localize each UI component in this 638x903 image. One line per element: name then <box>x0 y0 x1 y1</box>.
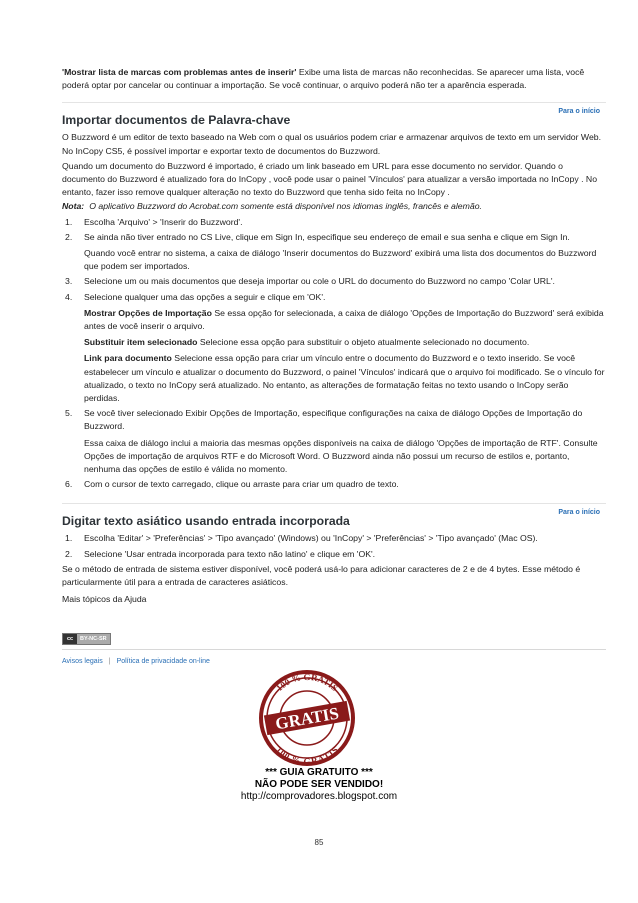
stamp-top-text: 100 % GRATIS <box>274 671 340 694</box>
more-topics-label: Mais tópicos da Ajuda <box>62 594 147 605</box>
step-text: Selecione um ou mais documentos que deseja importar ou cole o URL do documento do Buzzword no campo 'Colar URL'. <box>84 276 555 287</box>
option-name: Substituir item selecionado <box>84 337 198 348</box>
step-text: Escolha 'Arquivo' > 'Inserir do Buzzword'. <box>84 216 243 227</box>
step-number: 6. <box>65 479 73 490</box>
footer-separator: | <box>108 657 111 665</box>
gratis-stamp-icon <box>251 666 363 766</box>
option-name: Mostrar Opções de Importação <box>84 307 212 318</box>
section-title: Importar documentos de Palavra-chave <box>62 113 291 128</box>
section-title: Digitar texto asiático usando entrada incorporada <box>62 514 350 529</box>
option-text: Se essa opção for selecionada, a caixa de diálogo 'Opções de Importação do Buzzword' será exibida antes de você inserir o arquivo. <box>84 307 604 332</box>
option-item <box>84 307 606 333</box>
back-to-top-link[interactable]: Para o início <box>558 509 600 517</box>
section-header <box>62 504 606 530</box>
list-item <box>62 275 606 288</box>
list-item <box>62 231 606 274</box>
step-text: Se ainda não tiver entrado no CS Live, clique em Sign In, especifique seu endereço de email e sua senha e clique em Sign In. <box>84 231 570 242</box>
step-number: 1. <box>65 216 73 227</box>
step-number: 2. <box>65 548 73 559</box>
legal-notices-link[interactable]: Avisos legais <box>62 657 103 665</box>
paragraph: Quando um documento do Buzzword é importado, é criado um link baseado em URL para esse documento no servidor. Quando o documento do Buzzword é atualizado fora do InCopy , você pode usar o painel 'Vínculos' para atualizar a versão importada no InCopy . No entanto, fazer isso remove qualquer alteração no texto do Buzzword que tenha sido feita no InCopy . <box>62 160 598 198</box>
step-number: 2. <box>65 231 73 242</box>
note <box>62 200 606 213</box>
list-item <box>62 548 606 561</box>
step-text: Com o cursor de texto carregado, clique ou arraste para criar um quadro de texto. <box>84 479 399 490</box>
step-number: 4. <box>65 291 73 302</box>
back-to-top-link[interactable]: Para o início <box>558 108 600 116</box>
note-label: Nota: <box>62 201 85 212</box>
footer-links <box>62 658 606 665</box>
steps-list <box>62 216 606 492</box>
cc-license-text: BY-NC-SR <box>80 635 107 642</box>
stamp-center-text: GRATIS <box>273 703 341 734</box>
note-text: O aplicativo Buzzword do Acrobat.com somente está disponível nos idiomas inglês, francês e alemão. <box>89 201 482 212</box>
intro-text: Exibe uma lista de marcas não reconhecidas. Se aparecer uma lista, você poderá optar por cancelar ou continuar a importação. Se você continuar, o arquivo poderá não ter a aparência esperada. <box>62 67 585 91</box>
list-item <box>62 478 606 491</box>
privacy-policy-link[interactable]: Política de privacidade on-line <box>116 657 210 665</box>
step-subtext: Quando você entrar no sistema, a caixa de diálogo 'Inserir documentos do Buzzword' exibirá uma lista dos documentos do Buzzword que podem ser importados. <box>84 248 597 272</box>
step-number: 1. <box>65 533 73 544</box>
cc-icon: cc <box>63 634 77 644</box>
option-text: Selecione essa opção para substituir o objeto atualmente selecionado no documento. <box>197 337 530 348</box>
step-text: Selecione 'Usar entrada incorporada para texto não latino' e clique em 'OK'. <box>84 548 376 559</box>
section-header <box>62 103 606 129</box>
intro-paragraph <box>62 66 606 92</box>
step-number: 3. <box>65 276 73 287</box>
paragraph: O Buzzword é um editor de texto baseado na Web com o qual os usuários podem criar e armazenar arquivos de texto em um servidor Web. No InCopy CS5, é possível importar e exportar texto de documentos do Buzzword. <box>62 132 602 156</box>
footer-divider <box>62 649 606 650</box>
list-item <box>62 291 606 406</box>
steps-list <box>62 532 606 560</box>
free-guide-line: *** GUIA GRATUITO *** <box>265 767 373 778</box>
list-item <box>62 216 606 229</box>
free-guide-notice <box>0 767 638 804</box>
stamp-bottom-text: 100 % GRATIS <box>274 744 340 766</box>
not-for-sale-line: NÃO PODE SER VENDIDO! <box>254 779 384 791</box>
step-subtext: Essa caixa de diálogo inclui a maioria das mesmas opções disponíveis na caixa de diálogo 'Opções de importação de RTF'. Consulte Opções de importação de arquivos RTF e do Microsoft Word. O Buzzword ainda não possui um recurso de estilos e, portanto, nenhuma das opções de estilo é válida no momento. <box>84 437 598 475</box>
step-number: 5. <box>65 408 73 419</box>
option-name: Link para documento <box>84 353 172 364</box>
option-text: Selecione essa opção para criar um vínculo entre o documento do Buzzword e o texto inserido. Se você estabelecer um vínculo e atualizar o documento do Buzzword, o painel 'Vínculos' indicará que o arquivo foi modificado. Se o vínculo for atualizado, o texto no InCopy será atualizado. No entanto, as alterações de formatação feitas no texto usando o InCopy serão perdidas. <box>84 353 605 404</box>
step-text: Se você tiver selecionado Exibir Opções de Importação, especifique configurações na caixa de diálogo Opções de Importação do Buzzword. <box>84 408 583 432</box>
step-text: Escolha 'Editar' > 'Preferências' > 'Tipo avançado' (Windows) ou 'InCopy' > 'Preferências' > 'Tipo avançado' (Mac OS). <box>84 533 538 544</box>
list-item <box>62 407 606 476</box>
step-text: Selecione qualquer uma das opções a seguir e clique em 'OK'. <box>84 291 326 302</box>
page-number: 85 <box>314 838 324 847</box>
option-item <box>84 352 606 405</box>
intro-bold: 'Mostrar lista de marcas com problemas antes de inserir' <box>62 67 297 77</box>
license-area <box>62 627 606 650</box>
creative-commons-badge[interactable] <box>62 633 111 645</box>
option-item <box>84 336 606 349</box>
document-page <box>62 66 606 665</box>
paragraph: Se o método de entrada de sistema estiver disponível, você poderá usá-lo para adicionar caracteres de 2 e de 4 bytes. Esse método é particularmente útil para a entrada de caracteres asiáticos. <box>62 563 581 588</box>
list-item <box>62 532 606 545</box>
blog-url: http://comprovadores.blogspot.com <box>240 791 398 803</box>
